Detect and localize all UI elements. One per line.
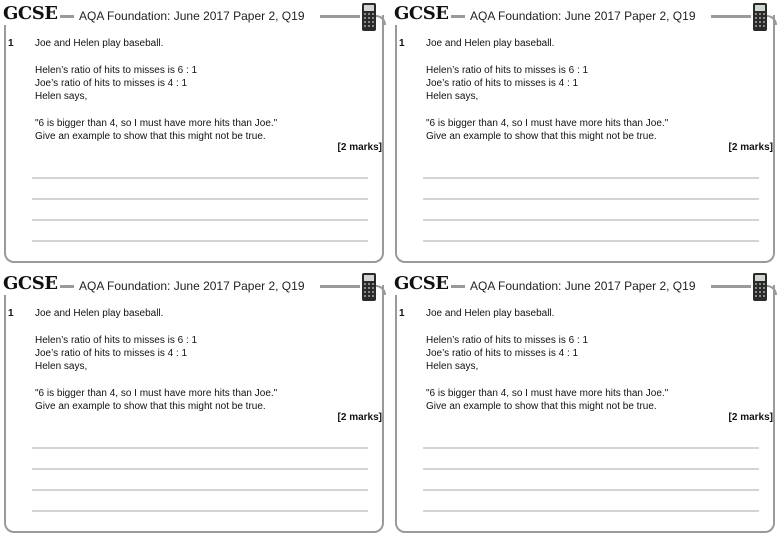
question-card <box>391 270 780 540</box>
question-line: Joe’s ratio of hits to misses is 4 : 1 <box>426 78 579 89</box>
answer-line[interactable] <box>32 447 368 449</box>
answer-line[interactable] <box>32 240 368 242</box>
frame-top-line <box>711 285 751 288</box>
answer-line[interactable] <box>32 489 368 491</box>
answer-line[interactable] <box>423 489 759 491</box>
calculator-icon <box>361 2 377 32</box>
answer-line[interactable] <box>423 447 759 449</box>
question-line: Helen’s ratio of hits to misses is 6 : 1 <box>426 335 589 346</box>
marks-label: [2 marks] <box>728 412 773 423</box>
question-line: Joe and Helen play baseball. <box>35 308 164 319</box>
question-number: 1 <box>8 38 14 49</box>
question-line: Joe’s ratio of hits to misses is 4 : 1 <box>35 348 188 359</box>
question-card <box>0 270 390 540</box>
frame-top-line <box>711 15 751 18</box>
question-text <box>426 37 668 143</box>
card-title: AQA Foundation: June 2017 Paper 2, Q19 <box>79 279 305 293</box>
question-line: Helen’s ratio of hits to misses is 6 : 1 <box>35 335 198 346</box>
question-line: Helen says, <box>35 361 88 372</box>
question-line: Joe and Helen play baseball. <box>426 308 555 319</box>
answer-line[interactable] <box>423 198 759 200</box>
question-line: Give an example to show that this might not be true. <box>426 401 657 412</box>
answer-line[interactable] <box>423 219 759 221</box>
card-title: AQA Foundation: June 2017 Paper 2, Q19 <box>470 9 696 23</box>
calculator-icon <box>752 272 768 302</box>
marks-label: [2 marks] <box>337 412 382 423</box>
frame-top-line <box>320 15 360 18</box>
question-text <box>35 307 277 413</box>
answer-line[interactable] <box>32 510 368 512</box>
gcse-logo: GCSE <box>3 3 60 25</box>
question-line: Give an example to show that this might not be true. <box>35 131 266 142</box>
answer-line[interactable] <box>32 468 368 470</box>
gcse-logo: GCSE <box>394 273 451 295</box>
question-line: Joe and Helen play baseball. <box>426 38 555 49</box>
question-line: Helen’s ratio of hits to misses is 6 : 1 <box>426 65 589 76</box>
frame-top-line <box>320 285 360 288</box>
question-line: "6 is bigger than 4, so I must have more hits than Joe." <box>35 388 278 399</box>
question-line: Joe’s ratio of hits to misses is 4 : 1 <box>426 348 579 359</box>
question-number: 1 <box>399 38 405 49</box>
question-number: 1 <box>399 308 405 319</box>
answer-line[interactable] <box>423 468 759 470</box>
question-line: Helen says, <box>426 91 479 102</box>
gcse-logo: GCSE <box>394 3 451 25</box>
question-line: Helen’s ratio of hits to misses is 6 : 1 <box>35 65 198 76</box>
question-line: Helen says, <box>426 361 479 372</box>
question-text <box>35 37 277 143</box>
answer-line[interactable] <box>32 219 368 221</box>
question-line: Give an example to show that this might not be true. <box>35 401 266 412</box>
answer-line[interactable] <box>32 198 368 200</box>
question-card <box>391 0 780 270</box>
marks-label: [2 marks] <box>728 142 773 153</box>
card-title: AQA Foundation: June 2017 Paper 2, Q19 <box>79 9 305 23</box>
gcse-logo: GCSE <box>3 273 60 295</box>
question-number: 1 <box>8 308 14 319</box>
question-line: Give an example to show that this might not be true. <box>426 131 657 142</box>
marks-label: [2 marks] <box>337 142 382 153</box>
question-line: Joe’s ratio of hits to misses is 4 : 1 <box>35 78 188 89</box>
question-card <box>0 0 390 270</box>
question-line: Helen says, <box>35 91 88 102</box>
answer-line[interactable] <box>423 177 759 179</box>
question-line: Joe and Helen play baseball. <box>35 38 164 49</box>
question-text <box>426 307 668 413</box>
question-line: "6 is bigger than 4, so I must have more hits than Joe." <box>426 118 669 129</box>
question-line: "6 is bigger than 4, so I must have more hits than Joe." <box>426 388 669 399</box>
answer-line[interactable] <box>32 177 368 179</box>
calculator-icon <box>752 2 768 32</box>
answer-line[interactable] <box>423 510 759 512</box>
card-title: AQA Foundation: June 2017 Paper 2, Q19 <box>470 279 696 293</box>
question-line: "6 is bigger than 4, so I must have more hits than Joe." <box>35 118 278 129</box>
calculator-icon <box>361 272 377 302</box>
answer-line[interactable] <box>423 240 759 242</box>
